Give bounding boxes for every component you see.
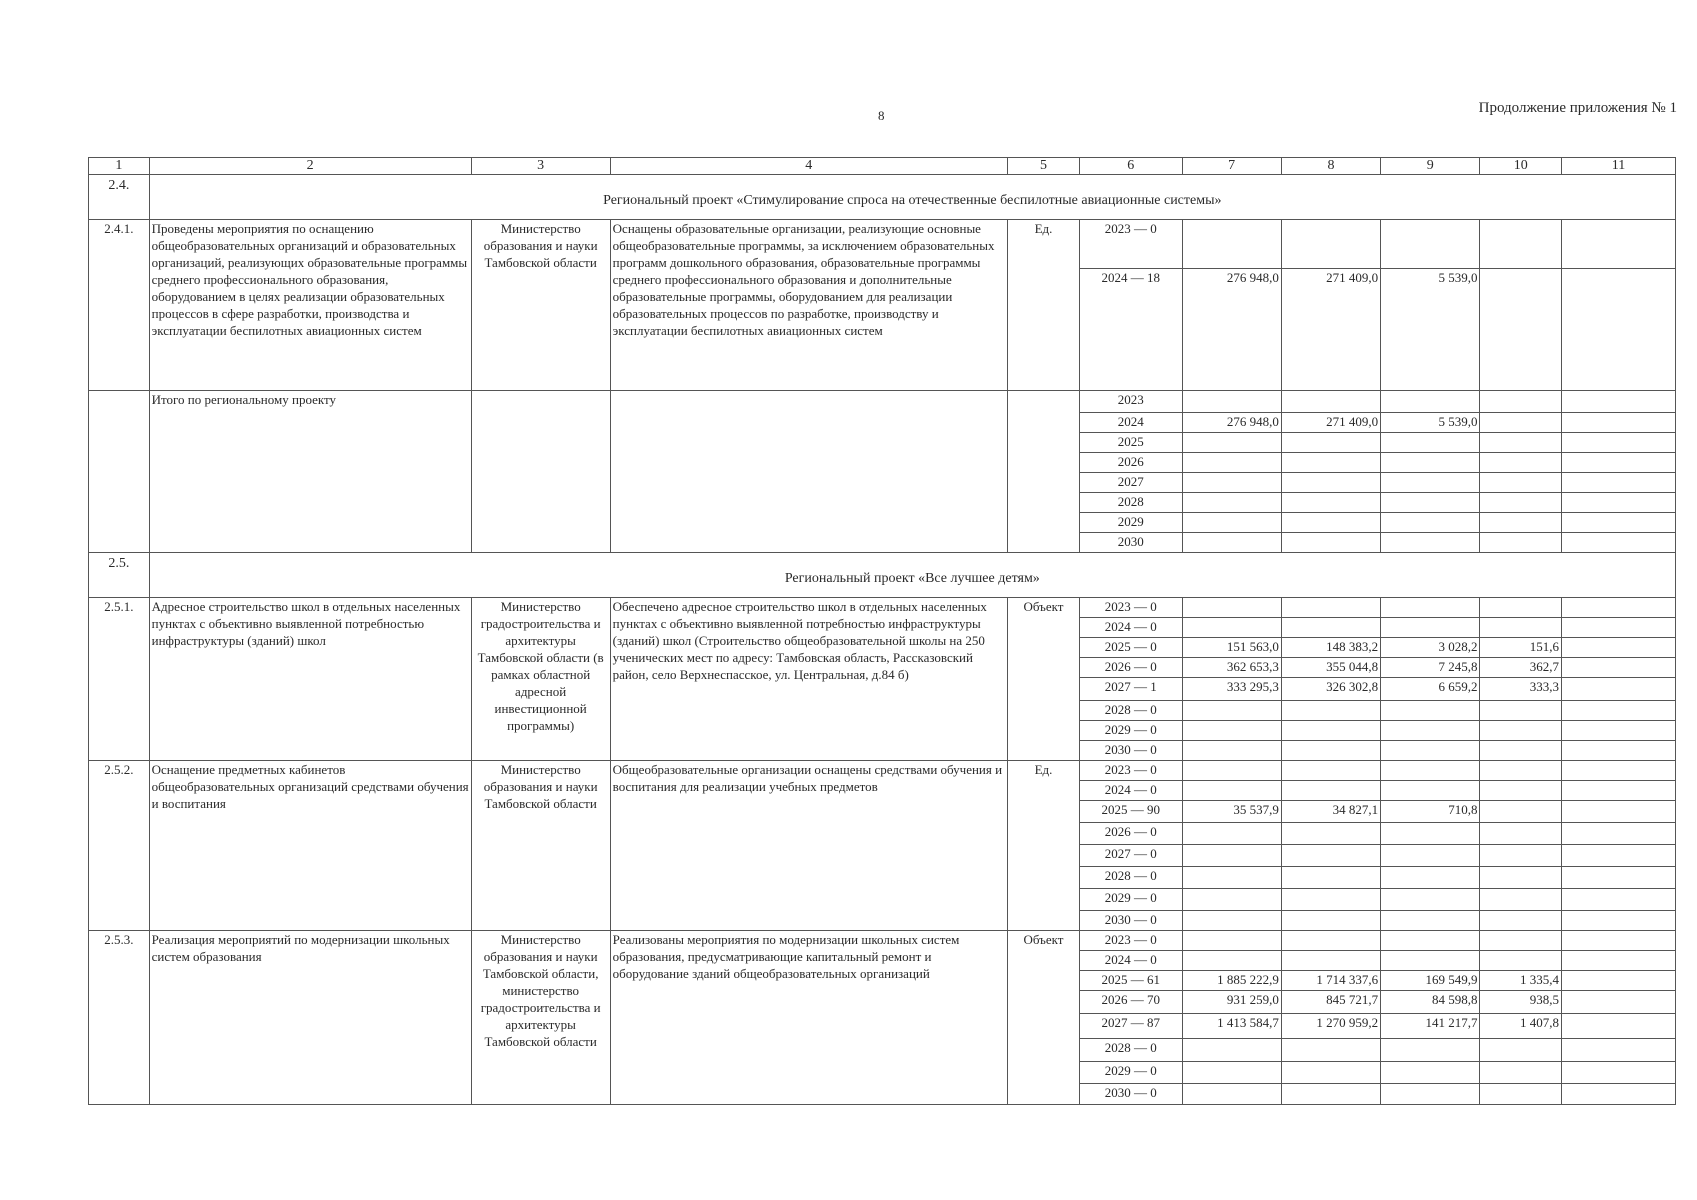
year-value-cell: 2026 — 0 (1080, 823, 1182, 845)
item-name: Итого по региональному проекту (149, 391, 471, 553)
amount-cell: 34 827,1 (1281, 801, 1380, 823)
year-value-cell: 2023 — 0 (1080, 761, 1182, 781)
amount-cell (1480, 1084, 1562, 1105)
amount-cell (1281, 391, 1380, 413)
year-value-cell: 2024 — 0 (1080, 781, 1182, 801)
responsible-executor: Министерство градостроительства и архитектуры Тамбовской области (в рамках областной адресной инвестиционной программы) (471, 598, 610, 761)
amount-cell (1561, 761, 1675, 781)
amount-cell (1182, 533, 1281, 553)
item-row (89, 931, 1676, 951)
header-cell: 6 (1080, 158, 1182, 175)
section-title: Региональный проект «Стимулирование спроса на отечественные беспилотные авиационные системы» (149, 175, 1675, 220)
amount-cell (1381, 1084, 1480, 1105)
amount-cell (1561, 453, 1675, 473)
amount-cell (1281, 433, 1380, 453)
year-value-cell: 2027 — 1 (1080, 678, 1182, 701)
amount-cell (1182, 867, 1281, 889)
amount-cell (1480, 741, 1562, 761)
amount-cell (1381, 845, 1480, 867)
amount-cell (1480, 761, 1562, 781)
amount-cell (1480, 801, 1562, 823)
amount-cell (1561, 951, 1675, 971)
amount-cell (1480, 1039, 1562, 1062)
item-number (89, 391, 150, 553)
amount-cell (1561, 1039, 1675, 1062)
amount-cell (1561, 598, 1675, 618)
amount-cell (1381, 951, 1480, 971)
amount-cell (1480, 413, 1562, 433)
amount-cell: 938,5 (1480, 991, 1562, 1014)
year-value-cell: 2025 — 61 (1080, 971, 1182, 991)
amount-cell (1561, 658, 1675, 678)
amount-cell (1281, 951, 1380, 971)
amount-cell (1281, 618, 1380, 638)
header-row (89, 158, 1676, 175)
responsible-executor: Министерство образования и науки Тамбовской области, министерство градостроительства и архитектуры Тамбовской области (471, 931, 610, 1105)
amount-cell: 5 539,0 (1381, 413, 1480, 433)
amount-cell (1480, 513, 1562, 533)
amount-cell (1480, 473, 1562, 493)
amount-cell (1182, 433, 1281, 453)
amount-cell: 271 409,0 (1281, 413, 1380, 433)
amount-cell (1182, 453, 1281, 473)
amount-cell (1182, 391, 1281, 413)
amount-cell (1281, 823, 1380, 845)
year-value-cell: 2029 — 0 (1080, 721, 1182, 741)
year-value-cell: 2030 — 0 (1080, 911, 1182, 931)
year-value-cell: 2026 — 0 (1080, 658, 1182, 678)
amount-cell (1561, 513, 1675, 533)
amount-cell (1182, 473, 1281, 493)
amount-cell (1480, 493, 1562, 513)
amount-cell (1561, 1062, 1675, 1084)
year-value-cell: 2029 (1080, 513, 1182, 533)
amount-cell: 35 537,9 (1182, 801, 1281, 823)
amount-cell (1182, 889, 1281, 911)
amount-cell (1381, 453, 1480, 473)
unit-of-measure: Объект (1007, 598, 1079, 761)
amount-cell (1281, 889, 1380, 911)
item-name: Оснащение предметных кабинетов общеобразовательных организаций средствами обучения и воспитания (149, 761, 471, 931)
amount-cell (1561, 391, 1675, 413)
amount-cell (1561, 473, 1675, 493)
amount-cell (1281, 1039, 1380, 1062)
amount-cell: 84 598,8 (1381, 991, 1480, 1014)
amount-cell (1480, 618, 1562, 638)
year-value-cell: 2026 (1080, 453, 1182, 473)
item-name: Адресное строительство школ в отдельных населенных пунктах с объективно выявленной потребностью инфраструктуры (зданий) школ (149, 598, 471, 761)
amount-cell (1480, 951, 1562, 971)
amount-cell: 1 413 584,7 (1182, 1014, 1281, 1039)
amount-cell (1182, 721, 1281, 741)
section-number: 2.5. (89, 553, 150, 598)
amount-cell (1480, 269, 1562, 391)
amount-cell (1182, 911, 1281, 931)
total-row (89, 391, 1676, 413)
amount-cell (1182, 951, 1281, 971)
year-value-cell: 2023 — 0 (1080, 220, 1182, 269)
year-value-cell: 2030 (1080, 533, 1182, 553)
amount-cell (1381, 931, 1480, 951)
amount-cell (1561, 741, 1675, 761)
year-value-cell: 2028 — 0 (1080, 701, 1182, 721)
header-cell: 11 (1561, 158, 1675, 175)
year-value-cell: 2023 (1080, 391, 1182, 413)
amount-cell (1182, 493, 1281, 513)
amount-cell (1381, 473, 1480, 493)
item-number: 2.5.1. (89, 598, 150, 761)
expected-result: Общеобразовательные организации оснащены средствами обучения и воспитания для реализации учебных предметов (610, 761, 1007, 931)
amount-cell (1182, 1039, 1281, 1062)
amount-cell (1480, 931, 1562, 951)
amount-cell: 1 407,8 (1480, 1014, 1562, 1039)
year-value-cell: 2030 — 0 (1080, 741, 1182, 761)
amount-cell (1480, 220, 1562, 269)
amount-cell (1561, 638, 1675, 658)
item-name: Реализация мероприятий по модернизации школьных систем образования (149, 931, 471, 1105)
item-name: Проведены мероприятия по оснащению общеобразовательных организаций и образовательных организаций, реализующих образовательные программы среднего профессионального образования, оборудованием в целях реализации образовательных процессов в сфере разработки, производства и эксплуатации беспилотных авиационных систем (149, 220, 471, 391)
amount-cell (1561, 433, 1675, 453)
header-cell: 1 (89, 158, 150, 175)
amount-cell (1561, 867, 1675, 889)
amount-cell: 148 383,2 (1281, 638, 1380, 658)
year-value-cell: 2024 — 18 (1080, 269, 1182, 391)
amount-cell (1381, 598, 1480, 618)
amount-cell (1561, 845, 1675, 867)
amount-cell: 362,7 (1480, 658, 1562, 678)
header-cell: 7 (1182, 158, 1281, 175)
item-row (89, 761, 1676, 781)
header-cell: 3 (471, 158, 610, 175)
unit-of-measure: Ед. (1007, 220, 1079, 391)
amount-cell (1281, 493, 1380, 513)
amount-cell (1381, 220, 1480, 269)
amount-cell (1480, 598, 1562, 618)
amount-cell: 5 539,0 (1381, 269, 1480, 391)
item-row (89, 598, 1676, 618)
amount-cell (1182, 823, 1281, 845)
amount-cell (1381, 493, 1480, 513)
amount-cell (1480, 845, 1562, 867)
amount-cell (1281, 453, 1380, 473)
amount-cell (1381, 513, 1480, 533)
year-value-cell: 2029 — 0 (1080, 1062, 1182, 1084)
amount-cell (1561, 269, 1675, 391)
amount-cell (1281, 220, 1380, 269)
amount-cell (1381, 761, 1480, 781)
amount-cell (1381, 433, 1480, 453)
amount-cell: 362 653,3 (1182, 658, 1281, 678)
amount-cell (1281, 867, 1380, 889)
amount-cell (1561, 1084, 1675, 1105)
amount-cell (1381, 781, 1480, 801)
year-value-cell: 2029 — 0 (1080, 889, 1182, 911)
amount-cell (1281, 931, 1380, 951)
amount-cell (1561, 678, 1675, 701)
amount-cell (1182, 761, 1281, 781)
amount-cell (1381, 1039, 1480, 1062)
amount-cell (1561, 931, 1675, 951)
expected-result: Реализованы мероприятия по модернизации школьных систем образования, предусматривающие капитальный ремонт и оборудование зданий общеобразовательных организаций (610, 931, 1007, 1105)
amount-cell (1480, 701, 1562, 721)
amount-cell: 1 885 222,9 (1182, 971, 1281, 991)
amount-cell (1561, 721, 1675, 741)
year-value-cell: 2023 — 0 (1080, 598, 1182, 618)
year-value-cell: 2027 — 87 (1080, 1014, 1182, 1039)
amount-cell: 169 549,9 (1381, 971, 1480, 991)
amount-cell: 1 335,4 (1480, 971, 1562, 991)
year-value-cell: 2025 (1080, 433, 1182, 453)
year-value-cell: 2023 — 0 (1080, 931, 1182, 951)
amount-cell (1561, 823, 1675, 845)
amount-cell: 333 295,3 (1182, 678, 1281, 701)
amount-cell: 271 409,0 (1281, 269, 1380, 391)
section-number: 2.4. (89, 175, 150, 220)
year-value-cell: 2025 — 0 (1080, 638, 1182, 658)
appendix-continuation: Продолжение приложения № 1 (1478, 100, 1677, 116)
amount-cell: 151 563,0 (1182, 638, 1281, 658)
amount-cell (1182, 781, 1281, 801)
amount-cell: 355 044,8 (1281, 658, 1380, 678)
amount-cell (1381, 533, 1480, 553)
amount-cell (1381, 867, 1480, 889)
amount-cell (1182, 1062, 1281, 1084)
amount-cell (1182, 220, 1281, 269)
amount-cell: 141 217,7 (1381, 1014, 1480, 1039)
expected-result: Обеспечено адресное строительство школ в отдельных населенных пунктах с объективно выявленной потребностью инфраструктуры (зданий) школ (Строительство общеобразовательной школы на 250 ученических мест по адресу: Тамбовская область, Рассказовский район, село Верхнеспасское, ул. Центральная, д.84 б) (610, 598, 1007, 761)
amount-cell (1561, 781, 1675, 801)
amount-cell (1381, 823, 1480, 845)
amount-cell (1381, 889, 1480, 911)
header-cell: 4 (610, 158, 1007, 175)
amount-cell: 7 245,8 (1381, 658, 1480, 678)
amount-cell (1182, 1084, 1281, 1105)
item-number: 2.5.2. (89, 761, 150, 931)
amount-cell (1281, 741, 1380, 761)
amount-cell (1480, 391, 1562, 413)
amount-cell: 3 028,2 (1381, 638, 1480, 658)
amount-cell (1182, 701, 1281, 721)
responsible-executor: Министерство образования и науки Тамбовской области (471, 761, 610, 931)
amount-cell (1561, 533, 1675, 553)
amount-cell (1480, 533, 1562, 553)
amount-cell: 1 714 337,6 (1281, 971, 1380, 991)
amount-cell (1480, 867, 1562, 889)
unit-of-measure: Объект (1007, 931, 1079, 1105)
amount-cell (1480, 823, 1562, 845)
item-row (89, 220, 1676, 269)
header-cell: 8 (1281, 158, 1380, 175)
year-value-cell: 2024 — 0 (1080, 951, 1182, 971)
section-title: Региональный проект «Все лучшее детям» (149, 553, 1675, 598)
amount-cell (1381, 741, 1480, 761)
page-number: 8 (878, 108, 885, 123)
amount-cell (1561, 493, 1675, 513)
year-value-cell: 2028 (1080, 493, 1182, 513)
amount-cell (1281, 701, 1380, 721)
amount-cell (1281, 721, 1380, 741)
amount-cell: 6 659,2 (1381, 678, 1480, 701)
amount-cell (1561, 701, 1675, 721)
header-cell: 2 (149, 158, 471, 175)
amount-cell (1381, 701, 1480, 721)
year-value-cell: 2025 — 90 (1080, 801, 1182, 823)
year-value-cell: 2024 — 0 (1080, 618, 1182, 638)
amount-cell (1281, 598, 1380, 618)
item-number: 2.5.3. (89, 931, 150, 1105)
amount-cell (1480, 911, 1562, 931)
year-value-cell: 2030 — 0 (1080, 1084, 1182, 1105)
amount-cell (1480, 721, 1562, 741)
amount-cell (1281, 781, 1380, 801)
amount-cell: 845 721,7 (1281, 991, 1380, 1014)
amount-cell (1561, 220, 1675, 269)
amount-cell (1561, 413, 1675, 433)
amount-cell (1381, 911, 1480, 931)
amount-cell (1281, 533, 1380, 553)
amount-cell (1281, 911, 1380, 931)
amount-cell (1182, 931, 1281, 951)
amount-cell (1182, 618, 1281, 638)
amount-cell (1381, 391, 1480, 413)
amount-cell: 276 948,0 (1182, 413, 1281, 433)
expected-result: Оснащены образовательные организации, реализующие основные общеобразовательные программы, за исключением образовательных программ дошкольного образования, образовательные программы среднего профессионального образования и дополнительные образовательные программы, оборудованием для реализации образовательных процессов по разработке, производству и эксплуатации беспилотных авиационных систем (610, 220, 1007, 391)
amount-cell (1381, 618, 1480, 638)
amount-cell (1381, 721, 1480, 741)
amount-cell (1561, 1014, 1675, 1039)
amount-cell (1480, 1062, 1562, 1084)
amount-cell (1561, 971, 1675, 991)
amount-cell (1381, 1062, 1480, 1084)
amount-cell (1281, 1084, 1380, 1105)
program-table (88, 157, 1676, 1105)
unit-of-measure (1007, 391, 1079, 553)
amount-cell (1561, 801, 1675, 823)
amount-cell: 931 259,0 (1182, 991, 1281, 1014)
amount-cell (1561, 991, 1675, 1014)
amount-cell (1480, 781, 1562, 801)
amount-cell (1480, 433, 1562, 453)
amount-cell: 1 270 959,2 (1281, 1014, 1380, 1039)
amount-cell (1480, 453, 1562, 473)
responsible-executor (471, 391, 610, 553)
amount-cell (1281, 473, 1380, 493)
amount-cell: 333,3 (1480, 678, 1562, 701)
amount-cell (1281, 761, 1380, 781)
year-value-cell: 2027 — 0 (1080, 845, 1182, 867)
amount-cell (1182, 845, 1281, 867)
amount-cell (1561, 889, 1675, 911)
amount-cell (1182, 513, 1281, 533)
year-value-cell: 2028 — 0 (1080, 867, 1182, 889)
header-cell: 9 (1381, 158, 1480, 175)
amount-cell (1182, 741, 1281, 761)
amount-cell: 326 302,8 (1281, 678, 1380, 701)
year-value-cell: 2026 — 70 (1080, 991, 1182, 1014)
unit-of-measure: Ед. (1007, 761, 1079, 931)
amount-cell (1281, 513, 1380, 533)
section-row (89, 175, 1676, 220)
amount-cell (1561, 618, 1675, 638)
table-body (89, 158, 1676, 1105)
amount-cell (1480, 889, 1562, 911)
responsible-executor: Министерство образования и науки Тамбовской области (471, 220, 610, 391)
section-row (89, 553, 1676, 598)
amount-cell: 710,8 (1381, 801, 1480, 823)
amount-cell (1281, 845, 1380, 867)
amount-cell: 151,6 (1480, 638, 1562, 658)
amount-cell (1561, 911, 1675, 931)
item-number: 2.4.1. (89, 220, 150, 391)
amount-cell (1281, 1062, 1380, 1084)
expected-result (610, 391, 1007, 553)
header-cell: 5 (1007, 158, 1079, 175)
header-cell: 10 (1480, 158, 1562, 175)
amount-cell: 276 948,0 (1182, 269, 1281, 391)
amount-cell (1182, 598, 1281, 618)
year-value-cell: 2027 (1080, 473, 1182, 493)
year-value-cell: 2028 — 0 (1080, 1039, 1182, 1062)
year-value-cell: 2024 (1080, 413, 1182, 433)
